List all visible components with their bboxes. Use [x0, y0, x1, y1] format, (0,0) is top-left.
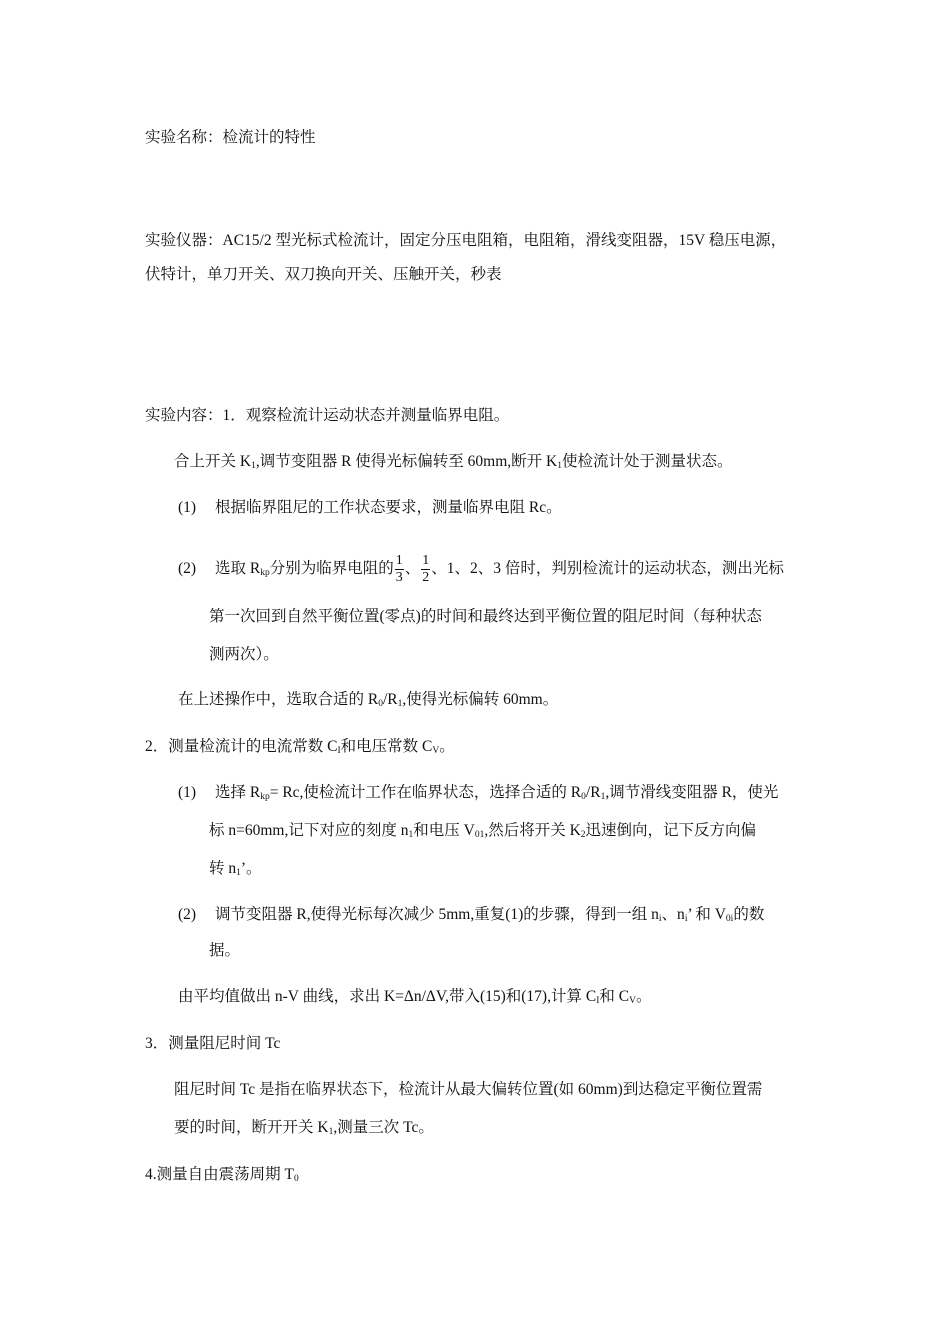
text-run: 4.测量自由震荡周期 T — [145, 1166, 294, 1183]
text-run: /R — [585, 784, 601, 801]
section-1-item-2-line-3 — [209, 645, 279, 665]
fraction-denominator: 2 — [422, 570, 430, 585]
fraction-numerator: 1 — [395, 553, 403, 568]
text-run: 、n — [661, 906, 685, 923]
text-run: ’。 — [240, 860, 262, 877]
title-label: 实验名称： — [145, 129, 223, 146]
instruments-line-2 — [145, 265, 502, 285]
item-number: (1) — [178, 784, 197, 801]
experiment-title — [145, 128, 316, 148]
instruments-text-2: 伏特计，单刀开关、双刀换向开关、压触开关，秒表 — [145, 266, 502, 283]
text-run: 、1、2、3 倍时，判别检流计的运动状态，测出光标 — [431, 560, 784, 578]
text-run: 转 n — [209, 860, 237, 877]
text-run: ,调节变阻器 R 使得光标偏转至 60mm,断开 K — [255, 453, 558, 470]
section-2-item-1-line-3 — [209, 859, 262, 879]
section-2-item-2-line-2 — [209, 941, 240, 961]
section-3-line-2 — [174, 1118, 434, 1138]
content-label: 实验内容： — [145, 407, 223, 424]
text-run: 。 — [635, 988, 652, 1005]
text-run: 和电压常数 C — [340, 738, 433, 755]
text-run: 3．测量阻尼时间 Tc — [145, 1035, 281, 1052]
text-run: 选择 R — [215, 784, 261, 801]
subscript: 0i — [725, 914, 734, 924]
section-2-item-1 — [178, 783, 778, 803]
fraction-one-half — [421, 553, 430, 586]
text-run: 第一次回到自然平衡位置(零点)的时间和最终达到平衡位置的阻尼时间（每种状态 — [209, 608, 762, 625]
subscript: kp — [260, 568, 270, 579]
section-2-heading — [145, 737, 455, 757]
text-run: = Rc,使检流计工作在临界状态，选择合适的 R — [269, 784, 582, 801]
subscript: 1 — [557, 461, 562, 471]
content-heading-1 — [145, 406, 509, 426]
fraction-one-third — [395, 553, 404, 586]
instruments-line-1 — [145, 231, 786, 251]
section-2-item-1-line-2 — [209, 821, 756, 841]
text-run: 使检流计处于测量状态。 — [561, 453, 733, 470]
subscript: V — [432, 746, 440, 756]
subscript: 1 — [397, 699, 403, 709]
section-2-item-2 — [178, 905, 764, 925]
subscript: 0 — [293, 1174, 299, 1184]
section-1-intro — [174, 452, 733, 472]
section-4-heading — [145, 1165, 299, 1185]
subscript: 1 — [251, 461, 256, 471]
subscript: 1 — [600, 792, 606, 802]
subscript: 1 — [328, 1127, 334, 1137]
section-3-line-1 — [174, 1080, 762, 1100]
item-text: 根据临界阻尼的工作状态要求，测量临界电阻 Rc。 — [215, 499, 562, 516]
text-run: /R — [382, 691, 398, 708]
subscript: 0 — [378, 699, 383, 709]
subscript: kp — [260, 792, 270, 802]
text-run: 分别为临界电阻的 — [269, 560, 394, 578]
text-run: 迅速倒向，记下反方向偏 — [585, 822, 757, 839]
section-2-note — [178, 987, 651, 1007]
text-run: 、 — [404, 560, 421, 578]
instruments-text-1: AC15/2 型光标式检流计，固定分压电阻箱，电阻箱，滑线变阻器，15V 稳压电源， — [222, 232, 787, 249]
text-run: 由平均值做出 n-V 曲线，求出 K=Δn/ΔV,带入(15)和(17),计算 C — [178, 988, 597, 1005]
text-run: 调节变阻器 R,使得光标每次减少 5mm,重复(1)的步骤，得到一组 n — [215, 906, 659, 923]
section-1-heading: 1．观察检流计运动状态并测量临界电阻。 — [222, 407, 510, 424]
subscript: I — [596, 996, 600, 1006]
text-run: 。 — [439, 738, 455, 755]
title-value: 检流计的特性 — [222, 129, 316, 146]
text-run: 和 C — [599, 988, 630, 1005]
text-run: 的数 — [733, 906, 765, 923]
text-run: 阻尼时间 Tc 是指在临界状态下，检流计从最大偏转位置(如 60mm)到达稳定平衡位置需 — [174, 1081, 763, 1098]
text-run: 选取 R — [215, 560, 261, 578]
text-run: 2．测量检流计的电流常数 C — [145, 738, 338, 755]
text-run: ,使得光标偏转 60mm。 — [402, 691, 559, 708]
subscript: i — [684, 914, 688, 924]
subscript: i — [658, 914, 662, 924]
subscript: 01 — [474, 830, 485, 840]
section-1-item-2 — [178, 553, 784, 586]
subscript: V — [629, 996, 636, 1006]
text-run: 标 n=60mm,记下对应的刻度 n — [209, 822, 409, 839]
text-run: ,调节滑线变阻器 R，使光 — [605, 784, 779, 801]
text-run: 要的时间，断开开关 K — [174, 1119, 329, 1136]
text-run: 在上述操作中，选取合适的 R — [178, 691, 379, 708]
subscript: 1 — [236, 868, 241, 878]
item-number: (2) — [178, 906, 197, 923]
text-run: ,然后将开关 K — [484, 822, 581, 839]
text-run: ’ 和 V — [687, 906, 726, 923]
text-run: 测两次）。 — [209, 646, 279, 663]
section-1-item-2-line-2 — [209, 607, 762, 627]
subscript: 1 — [408, 830, 414, 840]
fraction-numerator: 1 — [422, 553, 430, 568]
section-1-item-1 — [178, 498, 562, 518]
subscript: 0 — [581, 792, 586, 802]
subscript: I — [337, 746, 341, 756]
subscript: 2 — [580, 830, 586, 840]
fraction-denominator: 3 — [395, 570, 403, 585]
item-number: (2) — [178, 560, 197, 578]
text-run: ,测量三次 Tc。 — [333, 1119, 434, 1136]
text-run: 合上开关 K — [174, 453, 252, 470]
text-run: 和电压 V — [413, 822, 475, 839]
item-number: (1) — [178, 499, 197, 516]
instruments-label: 实验仪器： — [145, 232, 223, 249]
section-1-note — [178, 690, 558, 710]
text-run: 据。 — [209, 942, 241, 959]
section-3-heading — [145, 1034, 280, 1054]
